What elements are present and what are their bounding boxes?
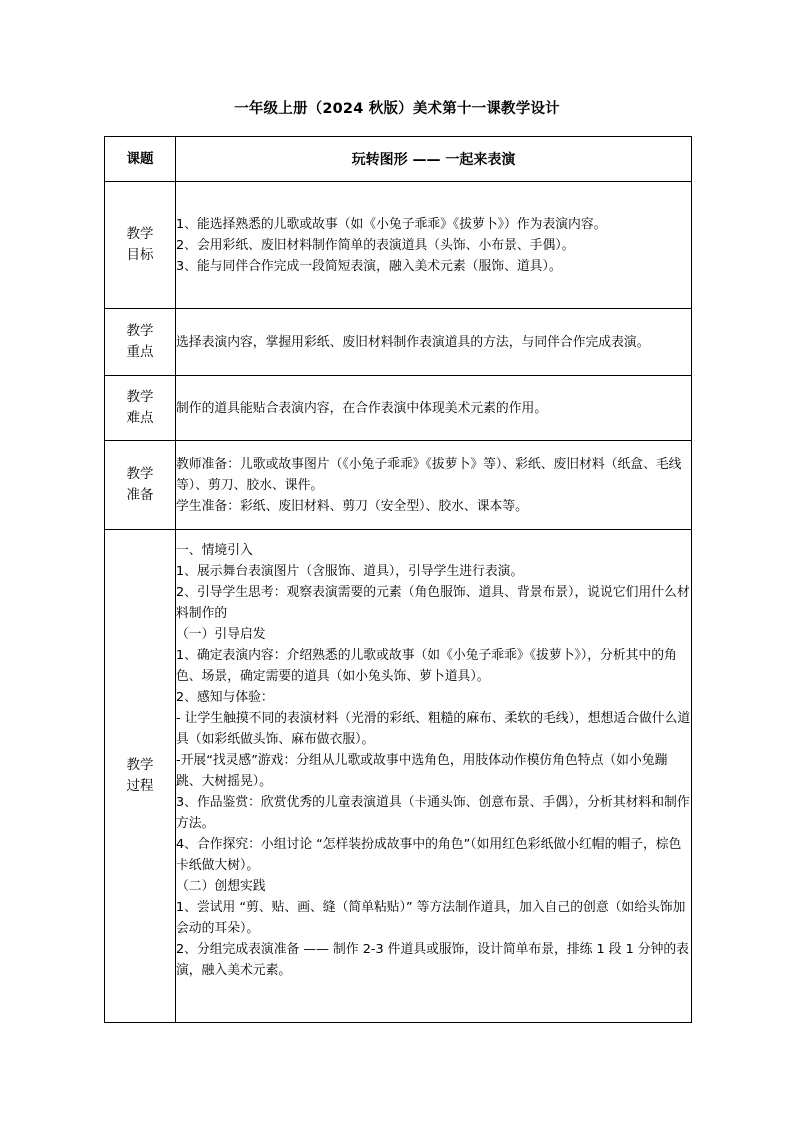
process-content <box>176 530 692 1023</box>
preparation-label: 教学 准备 <box>105 441 176 530</box>
preparation-row <box>105 441 692 530</box>
process-row <box>105 530 692 1023</box>
document-title: 一年级上册（2024 秋版）美术第十一课教学设计 <box>234 101 560 117</box>
difficulties-line: 制作的道具能贴合表演内容，在合作表演中体现美术元素的作用。 <box>176 400 548 416</box>
objectives-content <box>176 182 692 309</box>
process-line: 2、感知与体验： <box>176 690 274 705</box>
process-line: -开展“找灵感”游戏：分组从儿歌或故事中选角色，用肢体动作模仿角色特点（如小兔蹦跳、大树摇晃）。 <box>176 753 668 789</box>
process-line: 3、作品鉴赏：欣赏优秀的儿童表演道具（卡通头饰、创意布景、手偶），分析其材料和制作方法。 <box>176 795 690 831</box>
process-line: 2、引导学生思考：观察表演需要的元素（角色服饰、道具、背景布景），说说它们用什么材料制作的 <box>176 585 690 621</box>
process-label: 教学 过程 <box>105 530 176 1023</box>
key-points-content <box>176 309 692 376</box>
key-points-line: 选择表演内容，掌握用彩纸、废旧材料制作表演道具的方法，与同伴合作完成表演。 <box>176 334 650 350</box>
key-points-label: 教学 重点 <box>105 309 176 376</box>
key-points-row <box>105 309 692 376</box>
process-line: （二）创想实践 <box>176 879 266 894</box>
objectives-line: 3、能与同伴合作完成一段简短表演，融入美术元素（服饰、道具）。 <box>176 258 562 274</box>
process-line: - 让学生触摸不同的表演材料（光滑的彩纸、粗糙的麻布、柔软的毛线），想想适合做什么道具（如彩纸做头饰、麻布做衣服）。 <box>176 711 691 747</box>
process-line: （一）引导启发 <box>176 627 266 642</box>
process-line: 1、尝试用 “剪、贴、画、缝（简单粘贴）” 等方法制作道具，加入自己的创意（如给头饰加会动的耳朵）。 <box>176 900 686 936</box>
process-line: 1、确定表演内容：介绍熟悉的儿歌或故事（如《小兔子乖乖》《拔萝卜》），分析其中的角色、场景，确定需要的道具（如小兔头饰、萝卜道具）。 <box>176 648 677 684</box>
difficulties-row <box>105 376 692 441</box>
preparation-content <box>176 441 692 530</box>
objectives-line: 1、能选择熟悉的儿歌或故事（如《小兔子乖乖》《拔萝卜》）作为表演内容。 <box>176 216 607 232</box>
preparation-line: 教师准备：儿歌或故事图片（《小兔子乖乖》《拔萝卜》等）、彩纸、废旧材料（纸盒、毛线等）、剪刀、胶水、课件。 <box>176 456 682 493</box>
objectives-line: 2、会用彩纸、废旧材料制作简单的表演道具（头饰、小布景、手偶）。 <box>176 237 575 253</box>
topic-label: 课题 <box>105 137 176 182</box>
process-line: 1、展示舞台表演图片（含服饰、道具），引导学生进行表演。 <box>176 564 524 579</box>
topic-row <box>105 137 692 182</box>
process-line: 4、合作探究：小组讨论 “怎样装扮成故事中的角色”（如用红色彩纸做小红帽的帽子，棕色卡纸做大树）。 <box>176 837 682 873</box>
process-line: 一、情境引入 <box>176 543 253 558</box>
objectives-label: 教学 目标 <box>105 182 176 309</box>
lesson-plan-table <box>104 136 692 1023</box>
objectives-row <box>105 182 692 309</box>
topic-value: 玩转图形 —— 一起来表演 <box>176 137 692 182</box>
difficulties-label: 教学 难点 <box>105 376 176 441</box>
preparation-line: 学生准备：彩纸、废旧材料、剪刀（安全型）、胶水、课本等。 <box>176 498 528 514</box>
process-line: 2、分组完成表演准备 —— 制作 2-3 件道具或服饰，设计简单布景，排练 1 段 1 分钟的表演，融入美术元素。 <box>176 942 689 978</box>
difficulties-content <box>176 376 692 441</box>
